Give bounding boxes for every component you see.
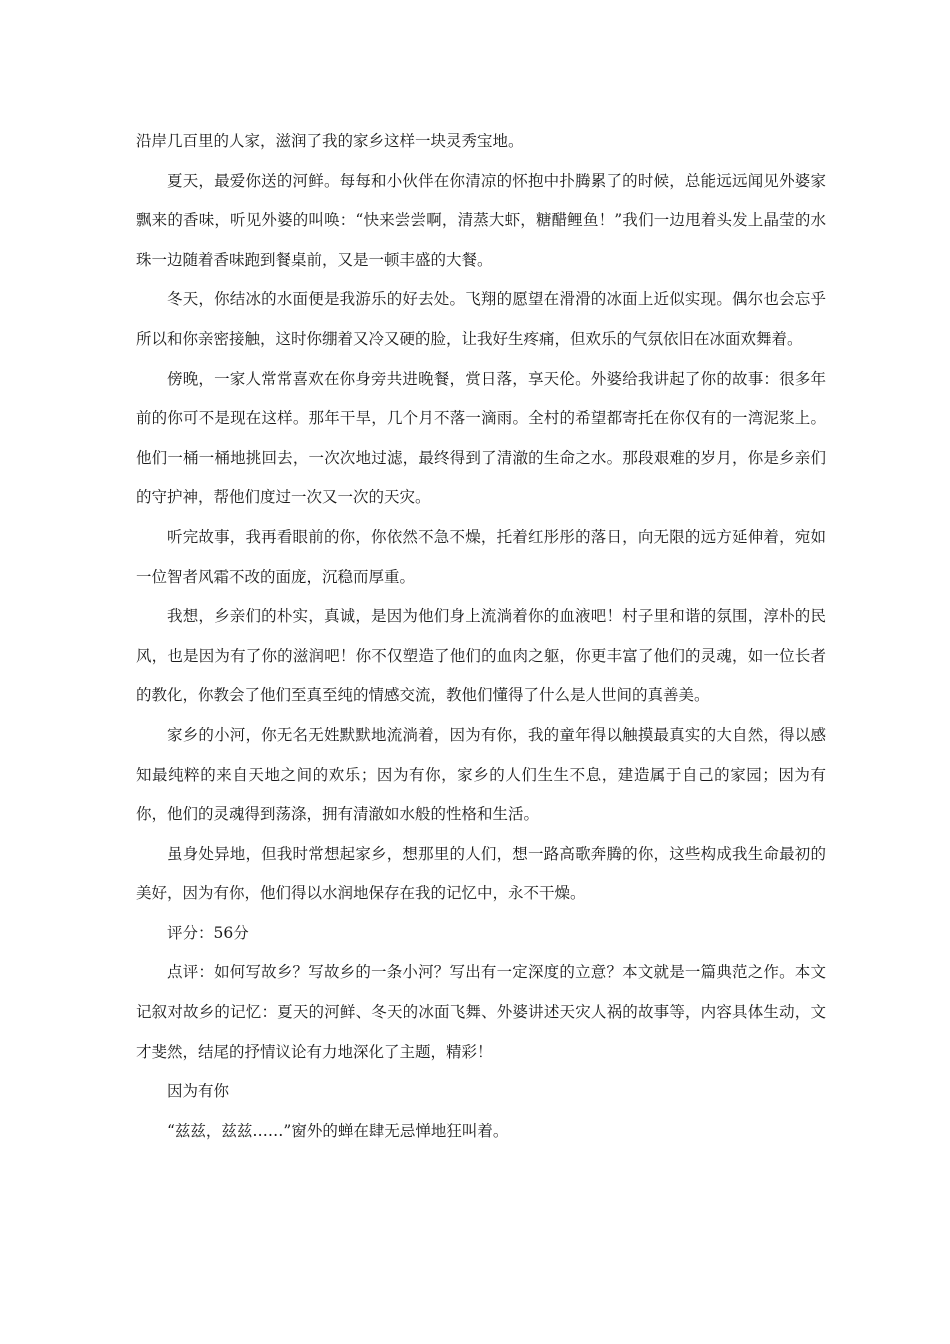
paragraph-after-story: 听完故事，我再看眼前的你，你依然不急不燥，托着红彤彤的落日，向无限的远方延伸着，宛如一位智者风霜不改的面庞，沉稳而厚重。 xyxy=(136,527,826,586)
review-paragraph: 点评：如何写故乡？写故乡的一条小河？写出有一定深度的立意？本文就是一篇典范之作。本文记叙对故乡的记忆：夏天的河鲜、冬天的冰面飞舞、外婆讲述天灾人祸的故事等，内容具体生动，文才斐然，结尾的抒情议论有力地深化了主题，精彩！ xyxy=(136,963,826,1061)
paragraph-continuation: 沿岸几百里的人家，滋润了我的家乡这样一块灵秀宝地。 xyxy=(136,132,524,150)
paragraph-cicadas: “兹兹，兹兹……”窗外的蝉在肆无忌惮地狂叫着。 xyxy=(167,1121,509,1140)
score-line: 评分：56分 xyxy=(167,923,249,942)
paragraph-summer: 夏天，最爱你送的河鲜。每每和小伙伴在你清凉的怀抱中扑腾累了的时候，总能远远闻见外婆家飘来的香味，听见外婆的叫唤：“快来尝尝啊，清蒸大虾，糖醋鲤鱼！”我们一边甩着头发上晶莹的水珠一边随着香味跑到餐桌前，又是一顿丰盛的大餐。 xyxy=(136,171,826,269)
paragraph-because-of-you: 家乡的小河，你无名无姓默默地流淌着，因为有你，我的童年得以触摸最真实的大自然，得以感知最纯粹的来自天地之间的欢乐；因为有你，家乡的人们生生不息，建造属于自己的家园；因为有你，他们的灵魂得到荡涤，拥有清澈如水般的性格和生活。 xyxy=(136,725,826,824)
essay-title: 因为有你 xyxy=(167,1082,230,1101)
paragraph-far-away: 虽身处异地，但我时常想起家乡，想那里的人们，想一路高歌奔腾的你，这些构成我生命最初的美好，因为有你，他们得以水润地保存在我的记忆中，永不干燥。 xyxy=(136,844,826,903)
document-body xyxy=(136,122,826,1151)
paragraph-evening-story: 傍晚，一家人常常喜欢在你身旁共进晚餐，赏日落，享天伦。外婆给我讲起了你的故事：很多年前的你可不是现在这样。那年干旱，几个月不落一滴雨。全村的希望都寄托在你仅有的一湾泥浆上。他们一桶一桶地挑回去，一次次地过滤，最终得到了清澈的生命之水。那段艰难的岁月，你是乡亲们的守护神，帮他们度过一次又一次的天灾。 xyxy=(136,369,826,507)
paragraph-winter: 冬天，你结冰的水面便是我游乐的好去处。飞翔的愿望在滑滑的冰面上近似实现。偶尔也会忘乎所以和你亲密接触，这时你绷着又冷又硬的脸，让我好生疼痛，但欢乐的气氛依旧在冰面欢舞着。 xyxy=(136,290,826,348)
paragraph-villagers: 我想，乡亲们的朴实，真诚，是因为他们身上流淌着你的血液吧！村子里和谐的氛围，淳朴的民风，也是因为有了你的滋润吧！你不仅塑造了他们的血肉之躯，你更丰富了他们的灵魂，如一位长者的教化，你教会了他们至真至纯的情感交流，教他们懂得了什么是人世间的真善美。 xyxy=(136,607,826,705)
